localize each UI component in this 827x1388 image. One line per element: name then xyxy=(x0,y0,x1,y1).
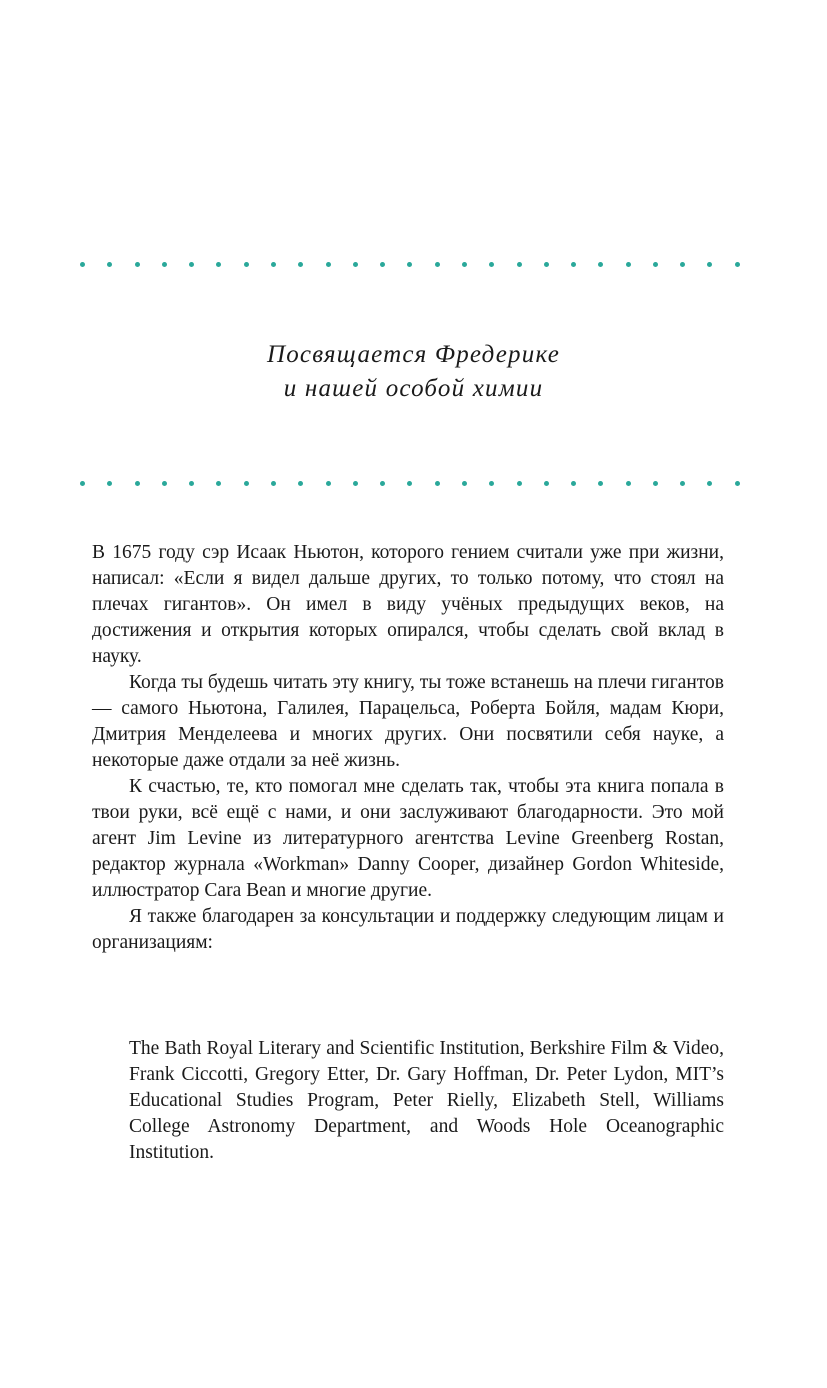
divider-dot xyxy=(435,262,440,267)
divider-dot xyxy=(462,481,467,486)
divider-dot xyxy=(544,481,549,486)
divider-dot xyxy=(626,481,631,486)
divider-dot xyxy=(571,481,576,486)
divider-dot xyxy=(380,481,385,486)
divider-dot xyxy=(680,481,685,486)
paragraph-thanks: К счастью, те, кто помогал мне сделать так, чтобы эта книга попала в твои руки, всё ещё с нами, и они заслуживают благодарности. Это мой агент Jim Levine из литературного агентства Levine Greenberg Rostan, редактор журнала «Workman» Danny Cooper, дизайнер Gordon Whiteside, иллюстратор Cara Bean и многие другие. xyxy=(92,776,724,901)
divider-dot xyxy=(653,262,658,267)
divider-dot xyxy=(489,262,494,267)
divider-dot xyxy=(353,262,358,267)
divider-dot xyxy=(80,262,85,267)
divider-dot xyxy=(598,262,603,267)
divider-dot xyxy=(735,481,740,486)
divider-dot xyxy=(435,481,440,486)
divider-dot xyxy=(80,481,85,486)
divider-dot xyxy=(244,481,249,486)
divider-dot xyxy=(298,262,303,267)
divider-dot xyxy=(216,481,221,486)
divider-dot xyxy=(271,262,276,267)
divider-dot xyxy=(462,262,467,267)
divider-dot xyxy=(571,262,576,267)
bottom-dotted-divider xyxy=(80,478,740,488)
divider-dot xyxy=(135,262,140,267)
divider-dot xyxy=(162,262,167,267)
divider-dot xyxy=(162,481,167,486)
divider-dot xyxy=(326,262,331,267)
divider-dot xyxy=(707,481,712,486)
divider-dot xyxy=(107,481,112,486)
divider-dot xyxy=(271,481,276,486)
divider-dot xyxy=(135,481,140,486)
divider-dot xyxy=(489,481,494,486)
dedication xyxy=(0,338,827,406)
divider-dot xyxy=(517,481,522,486)
preface-text xyxy=(92,540,724,956)
divider-dot xyxy=(598,481,603,486)
divider-dot xyxy=(189,481,194,486)
divider-dot xyxy=(653,481,658,486)
divider-dot xyxy=(107,262,112,267)
divider-dot xyxy=(680,262,685,267)
divider-dot xyxy=(353,481,358,486)
divider-dot xyxy=(544,262,549,267)
divider-dot xyxy=(298,481,303,486)
divider-dot xyxy=(517,262,522,267)
paragraph-newton: В 1675 году сэр Исаак Ньютон, которого гением считали уже при жизни, написал: «Если я видел дальше других, то только потому, что стоял на плечах гигантов». Он имел в виду учёных предыдущих веков, на достижения и открытия которых опирался, чтобы сделать свой вклад в науку. xyxy=(92,542,724,667)
divider-dot xyxy=(707,262,712,267)
divider-dot xyxy=(626,262,631,267)
paragraph-consultations: Я также благодарен за консультации и поддержку следующим лицам и организациям: xyxy=(92,906,724,953)
divider-dot xyxy=(407,481,412,486)
divider-dot xyxy=(380,262,385,267)
dedication-line-2: и нашей особой химии xyxy=(283,375,544,402)
divider-dot xyxy=(735,262,740,267)
divider-dot xyxy=(189,262,194,267)
dedication-line-1: Посвящается Фредерике xyxy=(266,341,561,368)
divider-dot xyxy=(216,262,221,267)
paragraph-giants: Когда ты будешь читать эту книгу, ты тоже встанешь на плечи гигантов — самого Ньютона, Галилея, Парацельса, Роберта Бойля, мадам Кюри, Дмитрия Менделеева и многих других. Они посвятили себя науке, а некоторые даже отдали за неё жизнь. xyxy=(92,672,724,771)
divider-dot xyxy=(244,262,249,267)
acknowledgements-list: The Bath Royal Literary and Scientific Institution, Berkshire Film & Video, Frank Ciccotti, Gregory Etter, Dr. Gary Hoffman, Dr. Peter Lydon, MIT’s Educational Studies Program, Peter Rielly, Elizabeth Stell, Williams College Astronomy Department, and Woods Hole Oceanographic Institution. xyxy=(129,1038,724,1163)
divider-dot xyxy=(326,481,331,486)
divider-dot xyxy=(407,262,412,267)
top-dotted-divider xyxy=(80,259,740,269)
